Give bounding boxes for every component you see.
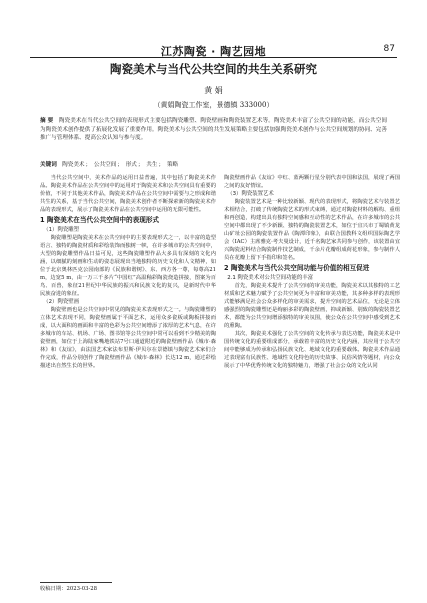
section-heading: 1 陶瓷美术在当代公共空间中的表现形式 [40, 216, 159, 224]
running-header [30, 43, 397, 58]
body-paragraph: 首先，陶瓷美术提升了公共空间的审美功能，陶瓷美术以其独特的工艺材质和艺术魅力赋予了公共空间更为丰富和审美功能，其多种多样的表现形式能够满足社会公众多样化的审美需求，提升空间的艺术品位，无论是立体感强烈的陶瓷雕塑还是绚丽多彩的陶瓷壁画，抑或新颖、别致的陶瓷装置艺术，都能为公共空间增添独特的审美氛围，使公众在公共空间中感受到艺术的熏陶。 [224, 283, 400, 329]
body-paragraph: 陶瓷雕塑是陶瓷美术在公共空间中的主要表现形式之一，以丰富的造型语言、独特的陶瓷材质和彩绘装饰而独树一帜，在许多城市的公共空间中，大型的陶瓷雕塑作品日益可见，这些陶瓷雕塑作品大多具有深刻的文化内涵，以细腻的刻画和生动的姿态展现出当地独特的历史文化和人文精神，如位于北京奥林匹克公园南部的《民族和谐树》、东、西方各一尊，每尊高21 m，边宽5 m，由一万三千多片“中国红”高温釉彩陶瓷烧造拼接，图案为百鸟、百兽，象征21世纪中华民族的振兴和民族文化的复兴，是新时代中华民族奋进的象征。 [40, 235, 216, 297]
keyword: 形式 [125, 162, 137, 168]
body-paragraph: 其次，陶瓷美术强化了公共空间的文化传承与表达功能，陶瓷美术是中国传统文化的重要组成部分，承载着丰富的历史文化内涵，其应用于公共空间中能够成为传承和弘扬民族文化、地域文化的重要载体。陶瓷美术作品通过表现富有民族性、地域性文化特色的历史故事、民俗风情等题材，向公众展示了中华优秀传统文化的独特魅力，增强了社会公众的文化认同 [224, 331, 400, 369]
body-paragraph: 陶瓷装置艺术是一种比较新颖、现代的表现形式，将陶瓷艺术与装置艺术相结合，打破了传统陶瓷艺术的形式束缚，通过对陶瓷材料的解构、重组和再创造，构建出具有独特空间感和互动性的艺术作品，在许多城市的公共空间中都出现了不少新颖、独特的陶瓷装置艺术，如位于宜兴市丁蜀镇黄龙山矿址公园的陶瓷装置作品《陶潭印象》，由联合国教科文组织国际陶艺学会（IAC）主席雅克·考夫曼设计，近千名陶艺家共同参与创作，该装置由宜兴陶瓷泥料结合陶瓷制作技艺制成，千余片花瓣组成荷花形象，参与制作人员在花瓣上留下手指印和签名。 [224, 199, 400, 261]
keyword: 陶瓷美术 [62, 162, 85, 168]
keyword: 共生 [146, 162, 158, 168]
body-paragraph: 陶瓷壁画作品《友谊》中红、蓝两颗行星分别代表中国和法国，展现了两国之间的友好情谊。 [224, 175, 400, 189]
subsection-heading: （3）陶瓷装置艺术 [227, 191, 274, 197]
keywords: 关键词 陶瓷美术； 公共空间； 形式； 共生； 策略 [40, 162, 179, 168]
intro-paragraph: 当代公共空间中，美术作品的运用日益普遍，其中包括了陶瓷美术作品。陶瓷美术作品在公共空间中的运用对于陶瓷美术和公共空间具有重要的价值，不同于其他美术作品，陶瓷美术作品在公共空间中需要与之形成和谐共生的关系，基于当代公共空间，陶瓷美术创作者不断探索新的陶瓷美术作品的表现形式，展示了陶瓷美术作品在公共空间中运用的无限可能性。 [40, 175, 216, 213]
author-name: 黄 娟 [204, 86, 223, 95]
body-paragraph: 陶瓷壁画也是公共空间中常见的陶瓷美术表现形式之一。与陶瓷雕塑的立体艺术表现不同，陶瓷壁画属于平面艺术，运用众多瓷板或陶板拼接而成，以大面积的画面和丰富的色彩为公共空间增添了浓厚的艺术气息，在许多城市的车站、机场、广场、图书馆等公共空间中常可以看到不少精美的陶瓷壁画，如位于上海陆家嘴地铁站7号口通道附近的陶瓷壁画作品《城市·森林》和《友谊》，由法国艺术家法布里斯·伊贝尔在景德镇与陶瓷艺术家们合作完成，作品分别创作了陶瓷壁画作品《城市·森林》长达12 m，通过彩绘描述出自然生长的世界。 [40, 307, 216, 369]
subsection-heading: （2）陶瓷壁画 [43, 299, 80, 305]
abstract-text: 陶瓷美术在当代公共空间的表现形式主要包括陶瓷雕塑、陶瓷壁画和陶瓷装置艺术等。陶瓷美术丰富了公共空间的功能，而公共空间为陶瓷美术创作提供了拓展化发展了重要作用。陶瓷美术与公共空间的共生发展策略主要包括加强陶瓷美术创作与公共空间规划的协同、完善推广与管理体系、提高公众认知与参与度。 [40, 118, 387, 142]
subsection-heading: 2.1 陶瓷美术对公共空间功能的丰富 [227, 275, 313, 281]
left-column [40, 174, 216, 370]
right-column [224, 174, 400, 370]
footnote-divider [40, 582, 112, 583]
author-affiliation: （黄娟陶瓷工作室，景德镇 333000） [153, 101, 274, 109]
keyword: 公共空间 [93, 162, 117, 168]
keyword: 策略 [166, 162, 179, 168]
section-heading: 2 陶瓷美术与当代公共空间功能与价值的相互促进 [224, 264, 370, 272]
subsection-heading: （1）陶瓷雕塑 [43, 227, 80, 233]
keywords-label: 关键词 [40, 162, 57, 168]
article-title: 陶瓷美术与当代公共空间的共生关系研究 [110, 62, 317, 76]
abstract [40, 117, 387, 143]
received-date-footnote: 收稿日期：2023-03-28 [40, 586, 98, 592]
journal-name: 江苏陶瓷 · 陶艺园地 [160, 45, 267, 58]
page-number: 87 [383, 44, 395, 54]
abstract-label: 摘 要 [40, 118, 54, 124]
